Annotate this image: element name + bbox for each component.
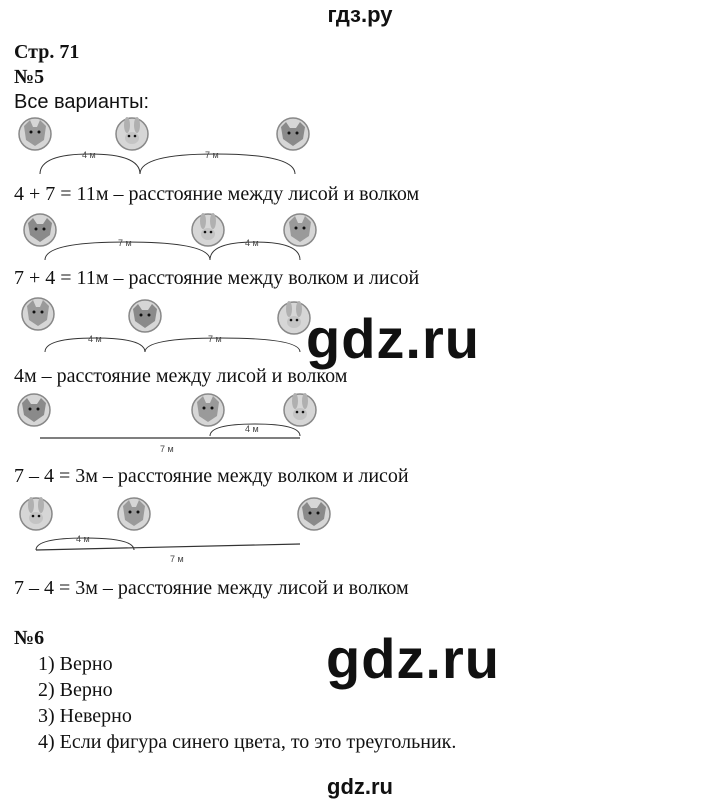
answer-4: 7 – 4 = 3м – расстояние между волком и лисой — [14, 465, 409, 487]
fox-icon — [284, 214, 316, 246]
answer-1: 4 + 7 = 11м – расстояние между лисой и волком — [14, 183, 420, 205]
distance-label-7m: 7 м — [160, 444, 174, 454]
task6-number: №6 — [14, 627, 45, 649]
task6-item-1: 1) Верно — [38, 653, 113, 675]
site-footer[interactable]: gdz.ru — [327, 774, 393, 799]
hare-icon — [116, 117, 148, 150]
answer-5: 7 – 4 = 3м – расстояние между лисой и волком — [14, 577, 409, 599]
task6-item-3: 3) Неверно — [38, 705, 132, 727]
scene-1-diagram — [0, 114, 330, 176]
hare-icon — [192, 213, 224, 246]
distance-label-4m: 4 м — [82, 150, 96, 160]
watermark-2: gdz.ru — [326, 627, 500, 690]
distance-label-4m: 4 м — [88, 334, 102, 344]
page-label: Стр. 71 — [14, 41, 80, 63]
wolf-icon — [18, 394, 50, 426]
distance-label-7m: 7 м — [205, 150, 219, 160]
wolf-icon — [277, 118, 309, 150]
distance-label-4m: 4 м — [245, 238, 259, 248]
distance-label-4m: 4 м — [76, 534, 90, 544]
scene-5-diagram — [0, 494, 340, 566]
scene-3-diagram — [0, 296, 330, 356]
watermark-1: gdz.ru — [306, 307, 480, 370]
fox-icon — [192, 394, 224, 426]
fox-icon — [22, 298, 54, 330]
task6-item-4: 4) Если фигура синего цвета, то это треугольник. — [38, 731, 457, 753]
distance-label-4m: 4 м — [245, 424, 259, 434]
scene-2-diagram — [0, 208, 340, 260]
wolf-icon — [24, 214, 56, 246]
distance-label-7m: 7 м — [208, 334, 222, 344]
task5-intro: Все варианты: — [14, 91, 150, 113]
answer-2: 7 + 4 = 11м – расстояние между волком и лисой — [14, 267, 420, 289]
hare-icon — [284, 393, 316, 426]
hare-icon — [20, 497, 52, 530]
wolf-icon — [298, 498, 330, 530]
scene-4-diagram — [0, 390, 330, 456]
wolf-icon — [129, 300, 161, 332]
distance-label-7m: 7 м — [170, 554, 184, 564]
distance-label-7m: 7 м — [118, 238, 132, 248]
answer-3: 4м – расстояние между лисой и волком — [14, 365, 348, 387]
task6-item-2: 2) Верно — [38, 679, 113, 701]
site-header[interactable]: гдз.ру — [327, 2, 393, 27]
task5-number: №5 — [14, 66, 45, 88]
fox-icon — [118, 498, 150, 530]
fox-icon — [19, 118, 51, 150]
